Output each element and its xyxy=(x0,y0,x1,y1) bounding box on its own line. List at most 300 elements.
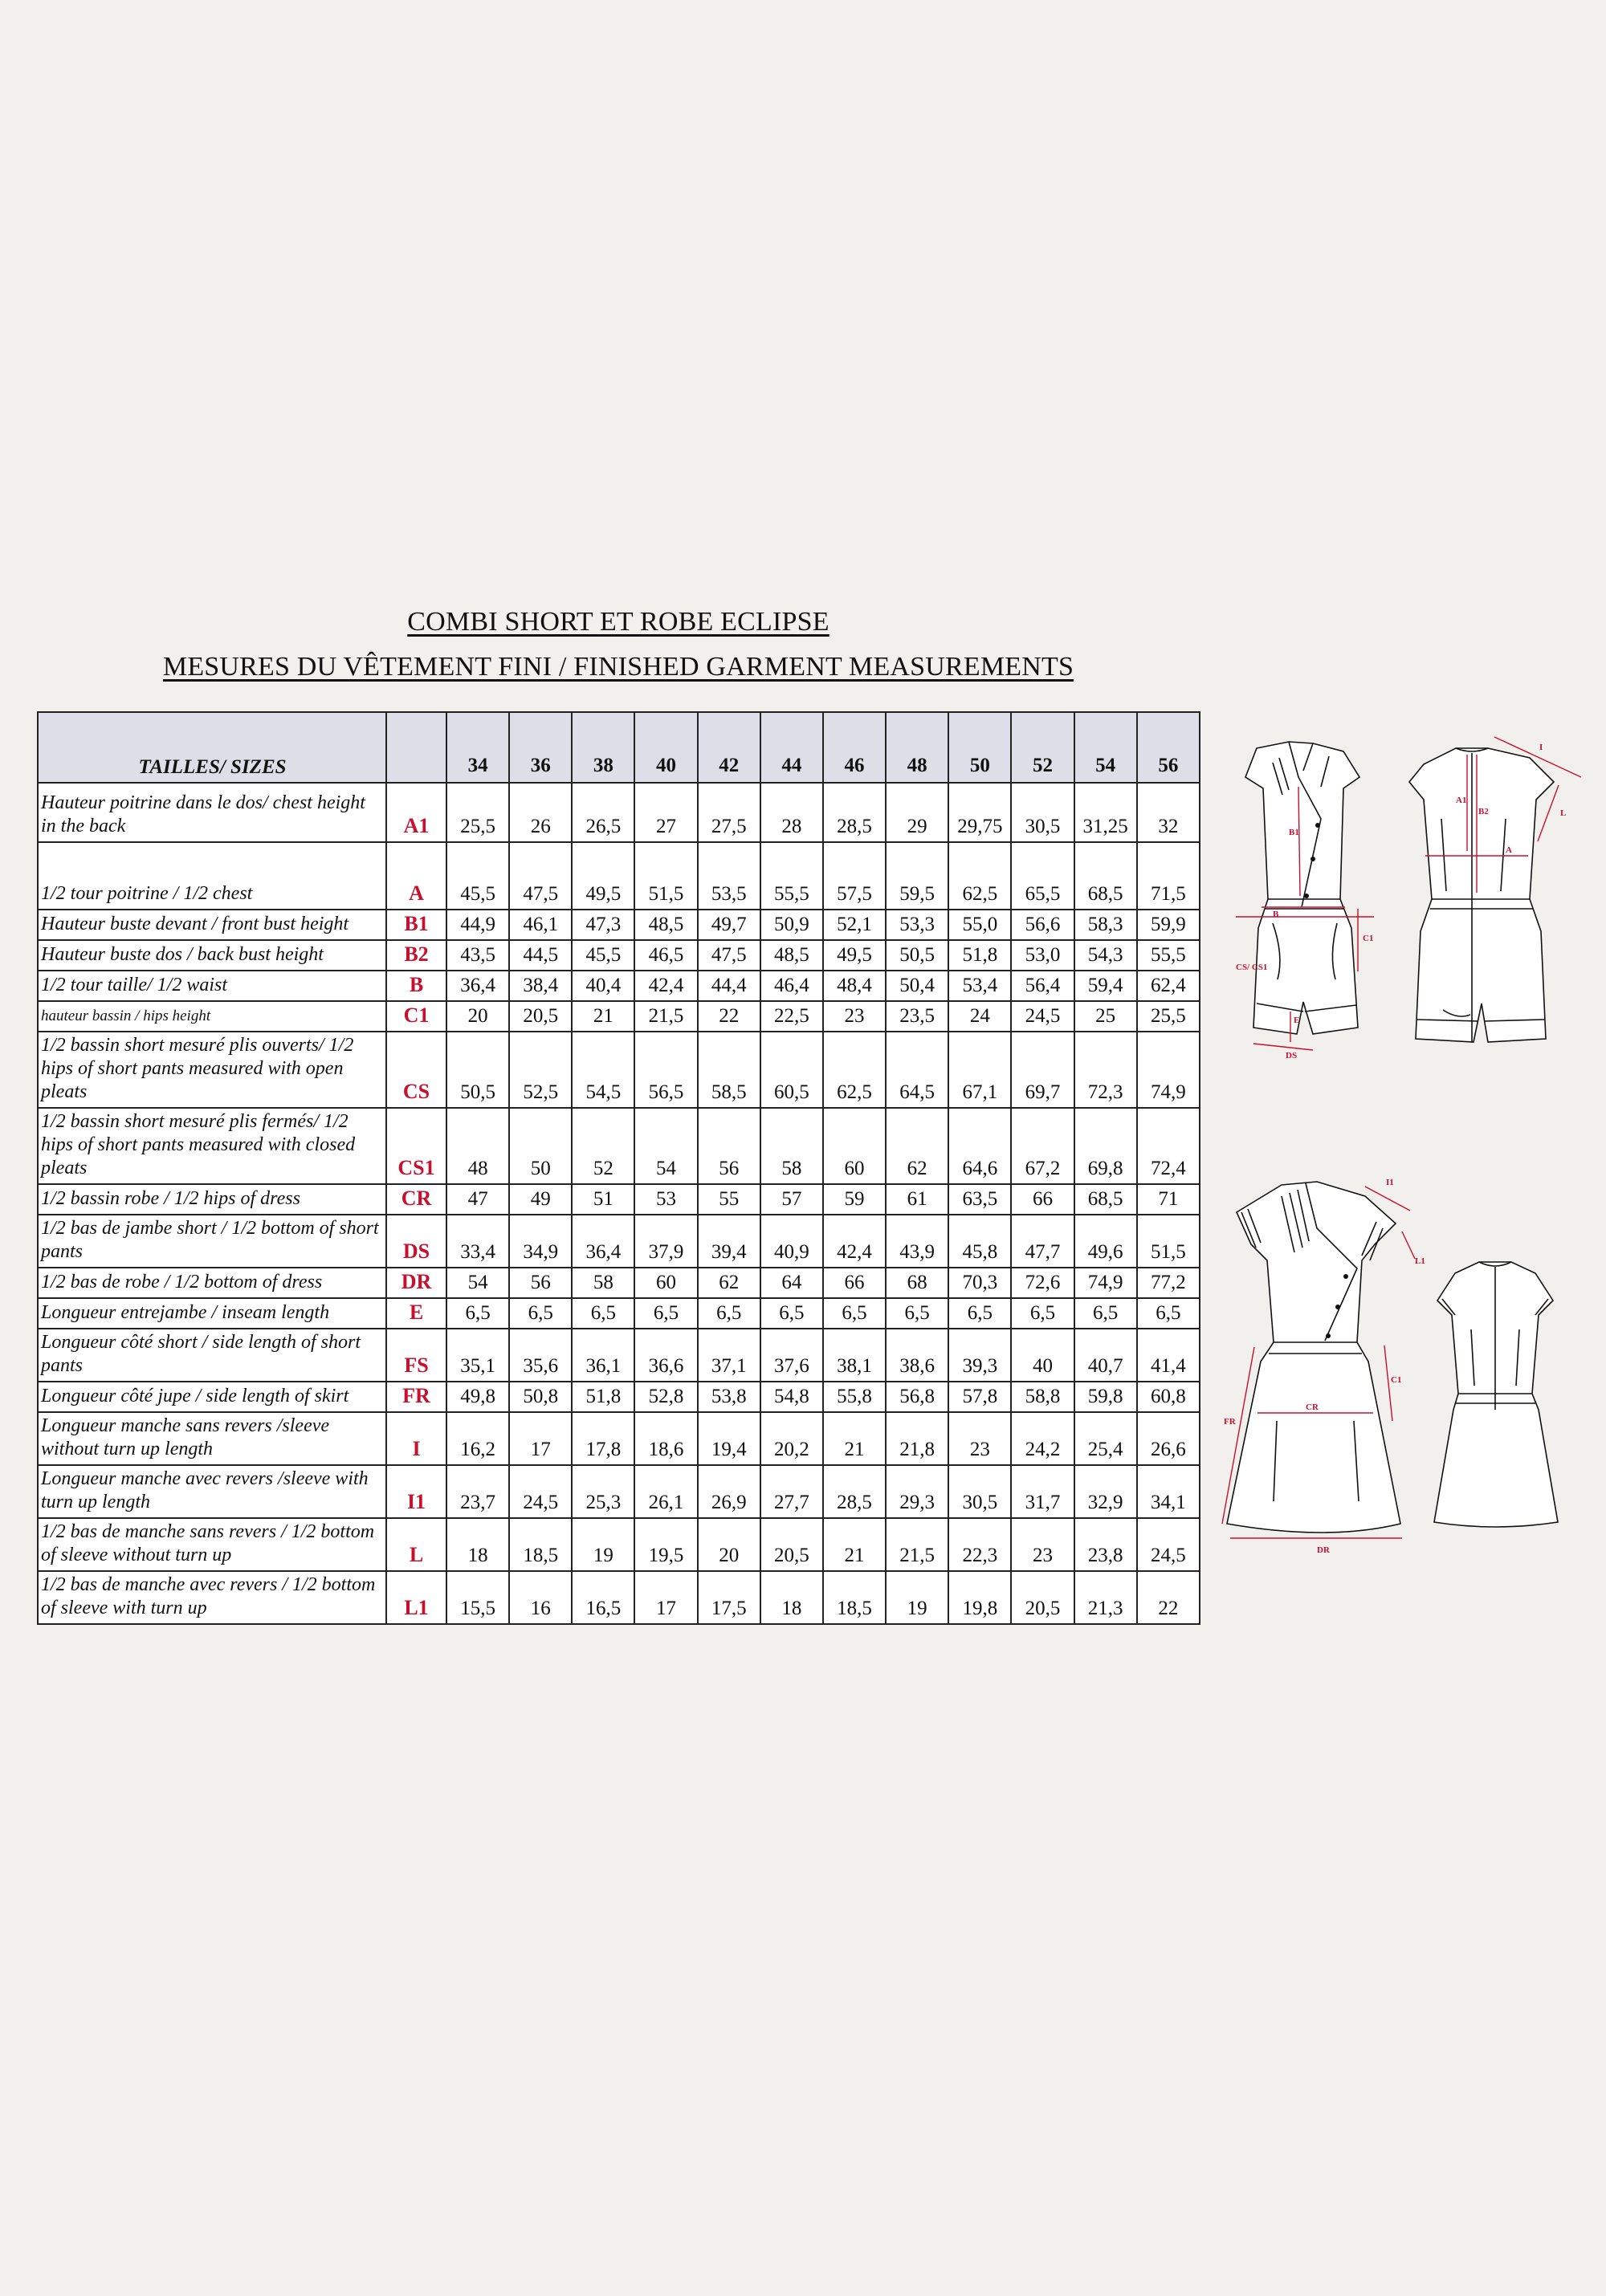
row-code: CS1 xyxy=(386,1108,446,1184)
table-cell: 6,5 xyxy=(886,1298,948,1329)
label-cs-cs1: CS/ CS1 xyxy=(1236,963,1268,972)
table-cell: 29,3 xyxy=(886,1465,948,1518)
table-cell: 21 xyxy=(572,1001,634,1032)
row-label: 1/2 bas de manche avec revers / 1/2 bottom of sleeve with turn up xyxy=(38,1571,386,1624)
table-cell: 55,5 xyxy=(1137,940,1200,971)
table-cell: 24 xyxy=(948,1001,1011,1032)
table-cell: 26,6 xyxy=(1137,1412,1200,1465)
row-label: Hauteur buste dos / back bust height xyxy=(38,940,386,971)
table-cell: 40,9 xyxy=(760,1215,823,1268)
table-cell: 47,3 xyxy=(572,910,634,940)
table-cell: 25,3 xyxy=(572,1465,634,1518)
table-cell: 39,4 xyxy=(698,1215,760,1268)
label-b: B xyxy=(1273,910,1279,919)
table-cell: 22,5 xyxy=(760,1001,823,1032)
row-code: CS xyxy=(386,1032,446,1108)
row-code: E xyxy=(386,1298,446,1329)
table-cell: 64 xyxy=(760,1268,823,1298)
label-a: A xyxy=(1506,845,1512,855)
table-cell: 16,5 xyxy=(572,1571,634,1624)
table-cell: 21,3 xyxy=(1074,1571,1137,1624)
table-cell: 62,5 xyxy=(948,842,1011,910)
size-header-40: 40 xyxy=(634,712,697,783)
table-cell: 51,5 xyxy=(1137,1215,1200,1268)
label-e: E xyxy=(1294,1016,1300,1025)
table-cell: 74,9 xyxy=(1074,1268,1137,1298)
table-cell: 52,8 xyxy=(634,1382,697,1412)
size-header-38: 38 xyxy=(572,712,634,783)
table-cell: 32,9 xyxy=(1074,1465,1137,1518)
table-cell: 66 xyxy=(823,1268,886,1298)
table-cell: 20,5 xyxy=(1011,1571,1074,1624)
table-cell: 77,2 xyxy=(1137,1268,1200,1298)
table-cell: 56,4 xyxy=(1011,971,1074,1001)
table-cell: 6,5 xyxy=(1011,1298,1074,1329)
table-cell: 22,3 xyxy=(948,1518,1011,1571)
table-cell: 45,8 xyxy=(948,1215,1011,1268)
table-cell: 42,4 xyxy=(823,1215,886,1268)
table-cell: 37,6 xyxy=(760,1329,823,1382)
table-cell: 60 xyxy=(823,1108,886,1184)
table-row xyxy=(38,842,1200,910)
size-header-52: 52 xyxy=(1011,712,1074,783)
table-cell: 54,8 xyxy=(760,1382,823,1412)
table-cell: 53,4 xyxy=(948,971,1011,1001)
table-cell: 6,5 xyxy=(634,1298,697,1329)
table-cell: 20,5 xyxy=(509,1001,572,1032)
table-cell: 6,5 xyxy=(823,1298,886,1329)
table-cell: 29,75 xyxy=(948,783,1011,842)
table-cell: 65,5 xyxy=(1011,842,1074,910)
table-cell: 17 xyxy=(634,1571,697,1624)
size-header-48: 48 xyxy=(886,712,948,783)
label-i: I xyxy=(1539,743,1543,752)
table-cell: 55,8 xyxy=(823,1382,886,1412)
table-cell: 37,9 xyxy=(634,1215,697,1268)
table-cell: 56,6 xyxy=(1011,910,1074,940)
table-cell: 54 xyxy=(446,1268,509,1298)
table-row xyxy=(38,1329,1200,1382)
table-cell: 20 xyxy=(446,1001,509,1032)
table-cell: 42,4 xyxy=(634,971,697,1001)
table-cell: 26,1 xyxy=(634,1465,697,1518)
table-cell: 20,5 xyxy=(760,1518,823,1571)
table-cell: 31,7 xyxy=(1011,1465,1074,1518)
row-label: 1/2 bas de robe / 1/2 bottom of dress xyxy=(38,1268,386,1298)
table-cell: 57 xyxy=(760,1184,823,1215)
table-cell: 50,9 xyxy=(760,910,823,940)
table-cell: 66 xyxy=(1011,1184,1074,1215)
table-cell: 57,5 xyxy=(823,842,886,910)
table-cell: 60,8 xyxy=(1137,1382,1200,1412)
table-cell: 18,6 xyxy=(634,1412,697,1465)
label-b1: B1 xyxy=(1289,828,1299,837)
table-cell: 23 xyxy=(948,1412,1011,1465)
table-cell: 62 xyxy=(698,1268,760,1298)
table-cell: 26,5 xyxy=(572,783,634,842)
table-cell: 59,4 xyxy=(1074,971,1137,1001)
table-row xyxy=(38,1518,1200,1571)
table-row xyxy=(38,1108,1200,1184)
table-cell: 6,5 xyxy=(509,1298,572,1329)
row-label: Longueur côté short / side length of short pants xyxy=(38,1329,386,1382)
size-header-54: 54 xyxy=(1074,712,1137,783)
table-cell: 36,1 xyxy=(572,1329,634,1382)
table-cell: 19,5 xyxy=(634,1518,697,1571)
size-header-row xyxy=(38,712,1200,783)
table-cell: 41,4 xyxy=(1137,1329,1200,1382)
label-fr: FR xyxy=(1224,1417,1236,1427)
table-cell: 23,7 xyxy=(446,1465,509,1518)
table-cell: 49,7 xyxy=(698,910,760,940)
table-cell: 6,5 xyxy=(446,1298,509,1329)
table-cell: 40 xyxy=(1011,1329,1074,1382)
table-cell: 55,5 xyxy=(760,842,823,910)
row-code: FS xyxy=(386,1329,446,1382)
table-row xyxy=(38,1412,1200,1465)
table-cell: 56 xyxy=(698,1108,760,1184)
table-cell: 26,9 xyxy=(698,1465,760,1518)
table-cell: 23 xyxy=(823,1001,886,1032)
table-cell: 31,25 xyxy=(1074,783,1137,842)
table-row xyxy=(38,1298,1200,1329)
table-cell: 68,5 xyxy=(1074,842,1137,910)
table-cell: 6,5 xyxy=(948,1298,1011,1329)
table-cell: 49 xyxy=(509,1184,572,1215)
row-label: 1/2 bas de manche sans revers / 1/2 bottom of sleeve without turn up xyxy=(38,1518,386,1571)
table-cell: 58 xyxy=(760,1108,823,1184)
table-cell: 21,8 xyxy=(886,1412,948,1465)
dress-back-sketch xyxy=(1431,1257,1559,1530)
table-row xyxy=(38,971,1200,1001)
table-cell: 18,5 xyxy=(823,1571,886,1624)
table-cell: 38,6 xyxy=(886,1329,948,1382)
table-cell: 19 xyxy=(572,1518,634,1571)
table-cell: 58,5 xyxy=(698,1032,760,1108)
table-cell: 53,0 xyxy=(1011,940,1074,971)
label-cr: CR xyxy=(1306,1402,1319,1412)
table-row xyxy=(38,783,1200,842)
table-cell: 49,5 xyxy=(823,940,886,971)
table-cell: 28,5 xyxy=(823,783,886,842)
table-cell: 60,5 xyxy=(760,1032,823,1108)
label-ds: DS xyxy=(1286,1051,1298,1060)
table-cell: 54,5 xyxy=(572,1032,634,1108)
romper-back-sketch xyxy=(1393,731,1586,1052)
size-header-36: 36 xyxy=(509,712,572,783)
table-cell: 71,5 xyxy=(1137,842,1200,910)
row-label: 1/2 bassin robe / 1/2 hips of dress xyxy=(38,1184,386,1215)
table-cell: 28,5 xyxy=(823,1465,886,1518)
row-label: Hauteur buste devant / front bust height xyxy=(38,910,386,940)
table-cell: 17 xyxy=(509,1412,572,1465)
table-cell: 24,5 xyxy=(509,1465,572,1518)
table-cell: 33,4 xyxy=(446,1215,509,1268)
table-row xyxy=(38,1382,1200,1412)
table-cell: 53,8 xyxy=(698,1382,760,1412)
table-cell: 74,9 xyxy=(1137,1032,1200,1108)
table-cell: 43,9 xyxy=(886,1215,948,1268)
row-code: L xyxy=(386,1518,446,1571)
table-cell: 60 xyxy=(634,1268,697,1298)
table-cell: 46,4 xyxy=(760,971,823,1001)
table-cell: 57,8 xyxy=(948,1382,1011,1412)
table-row xyxy=(38,910,1200,940)
table-cell: 40,4 xyxy=(572,971,634,1001)
table-cell: 49,5 xyxy=(572,842,634,910)
table-row xyxy=(38,1001,1200,1032)
table-cell: 47 xyxy=(446,1184,509,1215)
table-cell: 25,5 xyxy=(1137,1001,1200,1032)
row-code: A xyxy=(386,842,446,910)
table-cell: 30,5 xyxy=(948,1465,1011,1518)
table-cell: 24,5 xyxy=(1011,1001,1074,1032)
label-l1: L1 xyxy=(1415,1256,1425,1266)
label-i1: I1 xyxy=(1386,1178,1394,1187)
table-row xyxy=(38,1465,1200,1518)
table-cell: 36,6 xyxy=(634,1329,697,1382)
table-cell: 24,2 xyxy=(1011,1412,1074,1465)
table-row xyxy=(38,1184,1200,1215)
table-cell: 48 xyxy=(446,1108,509,1184)
table-cell: 59,9 xyxy=(1137,910,1200,940)
table-cell: 72,6 xyxy=(1011,1268,1074,1298)
table-row xyxy=(38,1268,1200,1298)
table-cell: 32 xyxy=(1137,783,1200,842)
table-cell: 47,7 xyxy=(1011,1215,1074,1268)
table-cell: 62 xyxy=(886,1108,948,1184)
table-cell: 21,5 xyxy=(634,1001,697,1032)
label-b2: B2 xyxy=(1478,807,1489,816)
table-cell: 19,4 xyxy=(698,1412,760,1465)
row-label: 1/2 tour poitrine / 1/2 chest xyxy=(38,842,386,910)
table-cell: 39,3 xyxy=(948,1329,1011,1382)
table-cell: 30,5 xyxy=(1011,783,1074,842)
label-a1: A1 xyxy=(1456,796,1467,805)
row-label: hauteur bassin / hips height xyxy=(38,1001,386,1032)
table-cell: 50,5 xyxy=(886,940,948,971)
table-cell: 54 xyxy=(634,1108,697,1184)
label-dr: DR xyxy=(1317,1545,1330,1555)
table-cell: 72,4 xyxy=(1137,1108,1200,1184)
table-cell: 49,6 xyxy=(1074,1215,1137,1268)
table-cell: 47,5 xyxy=(509,842,572,910)
table-cell: 50 xyxy=(509,1108,572,1184)
table-cell: 6,5 xyxy=(760,1298,823,1329)
table-cell: 21 xyxy=(823,1518,886,1571)
table-cell: 69,7 xyxy=(1011,1032,1074,1108)
table-cell: 54,3 xyxy=(1074,940,1137,971)
row-code: L1 xyxy=(386,1571,446,1624)
table-cell: 40,7 xyxy=(1074,1329,1137,1382)
table-cell: 64,6 xyxy=(948,1108,1011,1184)
table-cell: 62,4 xyxy=(1137,971,1200,1001)
table-cell: 38,1 xyxy=(823,1329,886,1382)
table-cell: 52,1 xyxy=(823,910,886,940)
table-cell: 50,8 xyxy=(509,1382,572,1412)
table-cell: 56,5 xyxy=(634,1032,697,1108)
table-cell: 49,8 xyxy=(446,1382,509,1412)
row-code: FR xyxy=(386,1382,446,1412)
table-cell: 59,5 xyxy=(886,842,948,910)
table-cell: 56 xyxy=(509,1268,572,1298)
table-cell: 23 xyxy=(1011,1518,1074,1571)
label-l: L xyxy=(1560,808,1567,818)
table-cell: 17,5 xyxy=(698,1571,760,1624)
table-cell: 44,4 xyxy=(698,971,760,1001)
table-cell: 22 xyxy=(1137,1571,1200,1624)
table-cell: 52 xyxy=(572,1108,634,1184)
table-cell: 58,8 xyxy=(1011,1382,1074,1412)
table-row xyxy=(38,940,1200,971)
row-label: 1/2 bassin short mesuré plis ouverts/ 1/2 hips of short pants measured with open pleats xyxy=(38,1032,386,1108)
row-code: A1 xyxy=(386,783,446,842)
row-code: DS xyxy=(386,1215,446,1268)
size-header-50: 50 xyxy=(948,712,1011,783)
table-row xyxy=(38,1032,1200,1108)
table-cell: 56,8 xyxy=(886,1382,948,1412)
romper-front-sketch xyxy=(1209,739,1393,1060)
table-cell: 45,5 xyxy=(446,842,509,910)
size-header-46: 46 xyxy=(823,712,886,783)
table-cell: 16 xyxy=(509,1571,572,1624)
row-code: I xyxy=(386,1412,446,1465)
table-cell: 55 xyxy=(698,1184,760,1215)
row-label: Longueur manche avec revers /sleeve with turn up length xyxy=(38,1465,386,1518)
table-cell: 48,5 xyxy=(634,910,697,940)
table-cell: 17,8 xyxy=(572,1412,634,1465)
table-cell: 20,2 xyxy=(760,1412,823,1465)
table-cell: 6,5 xyxy=(698,1298,760,1329)
table-cell: 25,4 xyxy=(1074,1412,1137,1465)
table-cell: 44,5 xyxy=(509,940,572,971)
measurements-table xyxy=(37,711,1200,1625)
table-cell: 26 xyxy=(509,783,572,842)
table-cell: 68 xyxy=(886,1268,948,1298)
table-cell: 25 xyxy=(1074,1001,1137,1032)
table-cell: 19 xyxy=(886,1571,948,1624)
table-cell: 27 xyxy=(634,783,697,842)
table-cell: 6,5 xyxy=(572,1298,634,1329)
table-cell: 59 xyxy=(823,1184,886,1215)
label-c1-dress: C1 xyxy=(1391,1375,1402,1385)
table-cell: 6,5 xyxy=(1137,1298,1200,1329)
table-cell: 67,2 xyxy=(1011,1108,1074,1184)
row-label: Longueur côté jupe / side length of skirt xyxy=(38,1382,386,1412)
label-c1: C1 xyxy=(1363,934,1374,943)
table-cell: 35,6 xyxy=(509,1329,572,1382)
row-label: Hauteur poitrine dans le dos/ chest height in the back xyxy=(38,783,386,842)
size-header-56: 56 xyxy=(1137,712,1200,783)
table-cell: 18 xyxy=(760,1571,823,1624)
size-header-44: 44 xyxy=(760,712,823,783)
table-cell: 19,8 xyxy=(948,1571,1011,1624)
table-cell: 68,5 xyxy=(1074,1184,1137,1215)
table-cell: 18 xyxy=(446,1518,509,1571)
table-cell: 47,5 xyxy=(698,940,760,971)
page-title: COMBI SHORT ET ROBE ECLIPSE xyxy=(407,607,829,637)
table-cell: 21 xyxy=(823,1412,886,1465)
table-cell: 48,4 xyxy=(823,971,886,1001)
table-cell: 29 xyxy=(886,783,948,842)
table-cell: 34,9 xyxy=(509,1215,572,1268)
table-cell: 28 xyxy=(760,783,823,842)
table-cell: 45,5 xyxy=(572,940,634,971)
table-row xyxy=(38,1571,1200,1624)
table-cell: 6,5 xyxy=(1074,1298,1137,1329)
row-label: 1/2 bassin short mesuré plis fermés/ 1/2 hips of short pants measured with closed pleats xyxy=(38,1108,386,1184)
table-cell: 27,5 xyxy=(698,783,760,842)
table-cell: 24,5 xyxy=(1137,1518,1200,1571)
page-subtitle: MESURES DU VÊTEMENT FINI / FINISHED GARMENT MEASUREMENTS xyxy=(162,652,1074,682)
table-cell: 70,3 xyxy=(948,1268,1011,1298)
table-cell: 51,8 xyxy=(572,1382,634,1412)
table-cell: 53,3 xyxy=(886,910,948,940)
table-cell: 51,5 xyxy=(634,842,697,910)
row-label: Longueur entrejambe / inseam length xyxy=(38,1298,386,1329)
table-cell: 36,4 xyxy=(446,971,509,1001)
table-cell: 67,1 xyxy=(948,1032,1011,1108)
table-cell: 71 xyxy=(1137,1184,1200,1215)
table-row xyxy=(38,1215,1200,1268)
table-cell: 53 xyxy=(634,1184,697,1215)
table-cell: 46,1 xyxy=(509,910,572,940)
row-code: C1 xyxy=(386,1001,446,1032)
table-cell: 44,9 xyxy=(446,910,509,940)
table-cell: 21,5 xyxy=(886,1518,948,1571)
row-code: DR xyxy=(386,1268,446,1298)
table-cell: 18,5 xyxy=(509,1518,572,1571)
row-code: CR xyxy=(386,1184,446,1215)
table-cell: 69,8 xyxy=(1074,1108,1137,1184)
table-cell: 58 xyxy=(572,1268,634,1298)
table-cell: 43,5 xyxy=(446,940,509,971)
table-cell: 63,5 xyxy=(948,1184,1011,1215)
table-cell: 53,5 xyxy=(698,842,760,910)
dress-front-sketch xyxy=(1204,1164,1437,1565)
table-cell: 16,2 xyxy=(446,1412,509,1465)
table-cell: 20 xyxy=(698,1518,760,1571)
size-header-34: 34 xyxy=(446,712,509,783)
row-code: B2 xyxy=(386,940,446,971)
row-label: 1/2 bas de jambe short / 1/2 bottom of short pants xyxy=(38,1215,386,1268)
code-header xyxy=(386,712,446,783)
table-cell: 35,1 xyxy=(446,1329,509,1382)
table-cell: 25,5 xyxy=(446,783,509,842)
table-cell: 51,8 xyxy=(948,940,1011,971)
table-cell: 50,4 xyxy=(886,971,948,1001)
table-cell: 50,5 xyxy=(446,1032,509,1108)
row-label: 1/2 tour taille/ 1/2 waist xyxy=(38,971,386,1001)
row-code: B xyxy=(386,971,446,1001)
size-header-42: 42 xyxy=(698,712,760,783)
table-cell: 23,5 xyxy=(886,1001,948,1032)
table-cell: 52,5 xyxy=(509,1032,572,1108)
table-cell: 37,1 xyxy=(698,1329,760,1382)
table-cell: 48,5 xyxy=(760,940,823,971)
table-cell: 46,5 xyxy=(634,940,697,971)
row-code: I1 xyxy=(386,1465,446,1518)
table-cell: 59,8 xyxy=(1074,1382,1137,1412)
table-cell: 22 xyxy=(698,1001,760,1032)
table-cell: 38,4 xyxy=(509,971,572,1001)
table-cell: 51 xyxy=(572,1184,634,1215)
row-label: Longueur manche sans revers /sleeve without turn up length xyxy=(38,1412,386,1465)
table-cell: 27,7 xyxy=(760,1465,823,1518)
table-cell: 55,0 xyxy=(948,910,1011,940)
table-cell: 58,3 xyxy=(1074,910,1137,940)
table-cell: 15,5 xyxy=(446,1571,509,1624)
